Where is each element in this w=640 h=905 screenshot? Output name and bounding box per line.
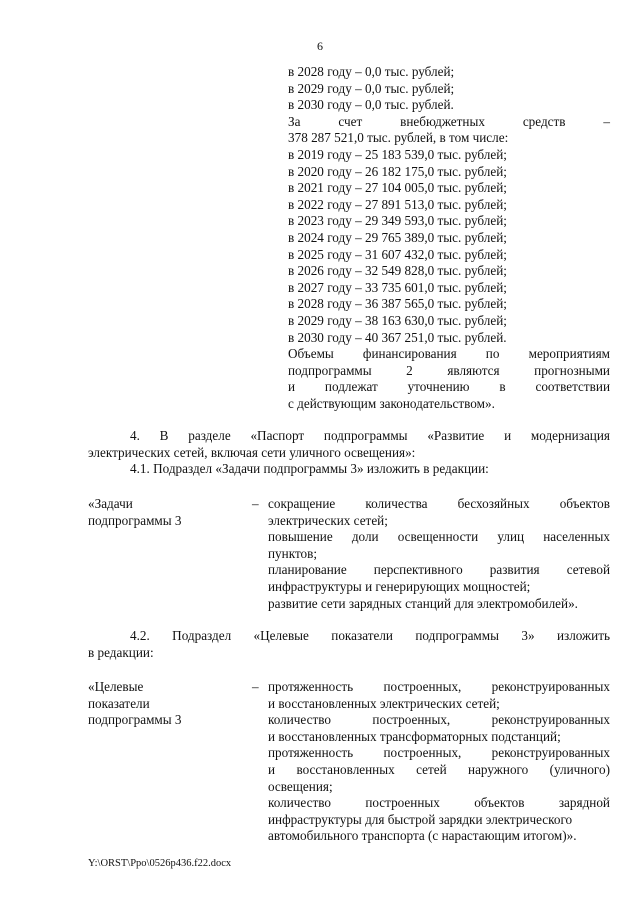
indicators-list bbox=[268, 679, 610, 845]
indicators-label-line: подпрограммы 3 bbox=[88, 712, 182, 728]
indicators-label bbox=[88, 679, 248, 729]
indicator-item-line: освещения; bbox=[268, 778, 333, 794]
task-item-line: электрических сетей; bbox=[268, 512, 388, 528]
footer-file-path: Y:\ORST\Ppo\0526p436.f22.docx bbox=[88, 858, 232, 869]
tasks-dash: – bbox=[252, 496, 259, 511]
year-amount: в 2026 году – 32 549 828,0 тыс. рублей; bbox=[288, 263, 507, 279]
year-amount: в 2020 году – 26 182 175,0 тыс. рублей; bbox=[288, 163, 507, 179]
year-amount: в 2025 году – 31 607 432,0 тыс. рублей; bbox=[288, 246, 507, 262]
year-amount: в 2022 году – 27 891 513,0 тыс. рублей; bbox=[288, 196, 507, 212]
tasks-label-line: «Задачи bbox=[88, 496, 133, 511]
indicator-item-line: инфраструктуры для быстрой зарядки электрического bbox=[268, 811, 573, 827]
indicator-item-line: количество построенных объектов зарядной bbox=[268, 795, 610, 811]
section-4-2-line: в редакции: bbox=[88, 644, 154, 660]
year-amount: в 2019 году – 25 183 539,0 тыс. рублей; bbox=[288, 146, 507, 162]
funding-note-line: подпрограммы 2 являются прогнозными bbox=[288, 362, 610, 378]
extra-funding-total: 378 287 521,0 тыс. рублей, в том числе: bbox=[288, 130, 509, 146]
task-item-line: развитие сети зарядных станций для электромобилей». bbox=[268, 595, 578, 611]
year-amount: в 2030 году – 40 367 251,0 тыс. рублей. bbox=[288, 329, 507, 345]
funding-note-line: и подлежат уточнению в соответствии bbox=[288, 379, 610, 395]
funding-block bbox=[288, 64, 610, 412]
indicators-label-line: «Целевые bbox=[88, 679, 144, 694]
indicator-item-line: и восстановленных электрических сетей; bbox=[268, 695, 500, 711]
tasks-list bbox=[268, 496, 610, 612]
indicator-item-line: и восстановленных трансформаторных подстанций; bbox=[268, 728, 561, 744]
indicator-item-line: и восстановленных сетей наружного (уличного) bbox=[268, 761, 610, 777]
section-4-1-line: 4.1. Подраздел «Задачи подпрограммы 3» изложить в редакции: bbox=[130, 461, 489, 477]
task-item-line: планирование перспективного развития сетевой bbox=[268, 562, 610, 578]
section-4-2-line: 4.2. Подраздел «Целевые показатели подпрограммы 3» изложить bbox=[130, 628, 610, 643]
tasks-label-line: подпрограммы 3 bbox=[88, 512, 182, 528]
task-item-line: повышение доли освещенности улиц населенных bbox=[268, 529, 610, 545]
indicator-item-line: протяженность построенных, реконструированных bbox=[268, 745, 610, 761]
indicator-item-line: количество построенных, реконструированных bbox=[268, 712, 610, 728]
year-amount: в 2024 году – 29 765 389,0 тыс. рублей; bbox=[288, 229, 507, 245]
indicator-item-line: протяженность построенных, реконструированных bbox=[268, 679, 610, 694]
task-item-line: инфраструктуры и генерирующих мощностей; bbox=[268, 578, 531, 594]
indicator-item-line: автомобильного транспорта (с нарастающим итогом)». bbox=[268, 828, 577, 844]
funding-line: в 2029 году – 0,0 тыс. рублей; bbox=[288, 80, 455, 96]
tasks-label bbox=[88, 496, 248, 529]
year-amount: в 2023 году – 29 349 593,0 тыс. рублей; bbox=[288, 213, 507, 229]
funding-line: в 2028 году – 0,0 тыс. рублей; bbox=[288, 64, 455, 79]
indicators-label-line: показатели bbox=[88, 695, 150, 711]
section-4-paragraph bbox=[88, 428, 610, 478]
section-4-line: 4. В разделе «Паспорт подпрограммы «Развитие и модернизация bbox=[130, 428, 610, 443]
year-amount: в 2027 году – 33 735 601,0 тыс. рублей; bbox=[288, 279, 507, 295]
extra-funding-intro: За счет внебюджетных средств – bbox=[288, 113, 610, 129]
year-amount: в 2021 году – 27 104 005,0 тыс. рублей; bbox=[288, 180, 507, 196]
year-amount: в 2028 году – 36 387 565,0 тыс. рублей; bbox=[288, 296, 507, 312]
task-item-line: пунктов; bbox=[268, 545, 318, 561]
year-amount: в 2029 году – 38 163 630,0 тыс. рублей; bbox=[288, 312, 507, 328]
section-4-2-paragraph bbox=[88, 628, 610, 661]
funding-line: в 2030 году – 0,0 тыс. рублей. bbox=[288, 97, 454, 113]
task-item-line: сокращение количества бесхозяйных объектов bbox=[268, 496, 610, 511]
funding-note-line: с действующим законодательством». bbox=[288, 395, 495, 411]
funding-note-line: Объемы финансирования по мероприятиям bbox=[288, 346, 610, 362]
indicators-dash: – bbox=[252, 679, 259, 694]
page-number: 6 bbox=[317, 39, 323, 53]
section-4-line: электрических сетей, включая сети уличного освещения»: bbox=[88, 444, 416, 460]
